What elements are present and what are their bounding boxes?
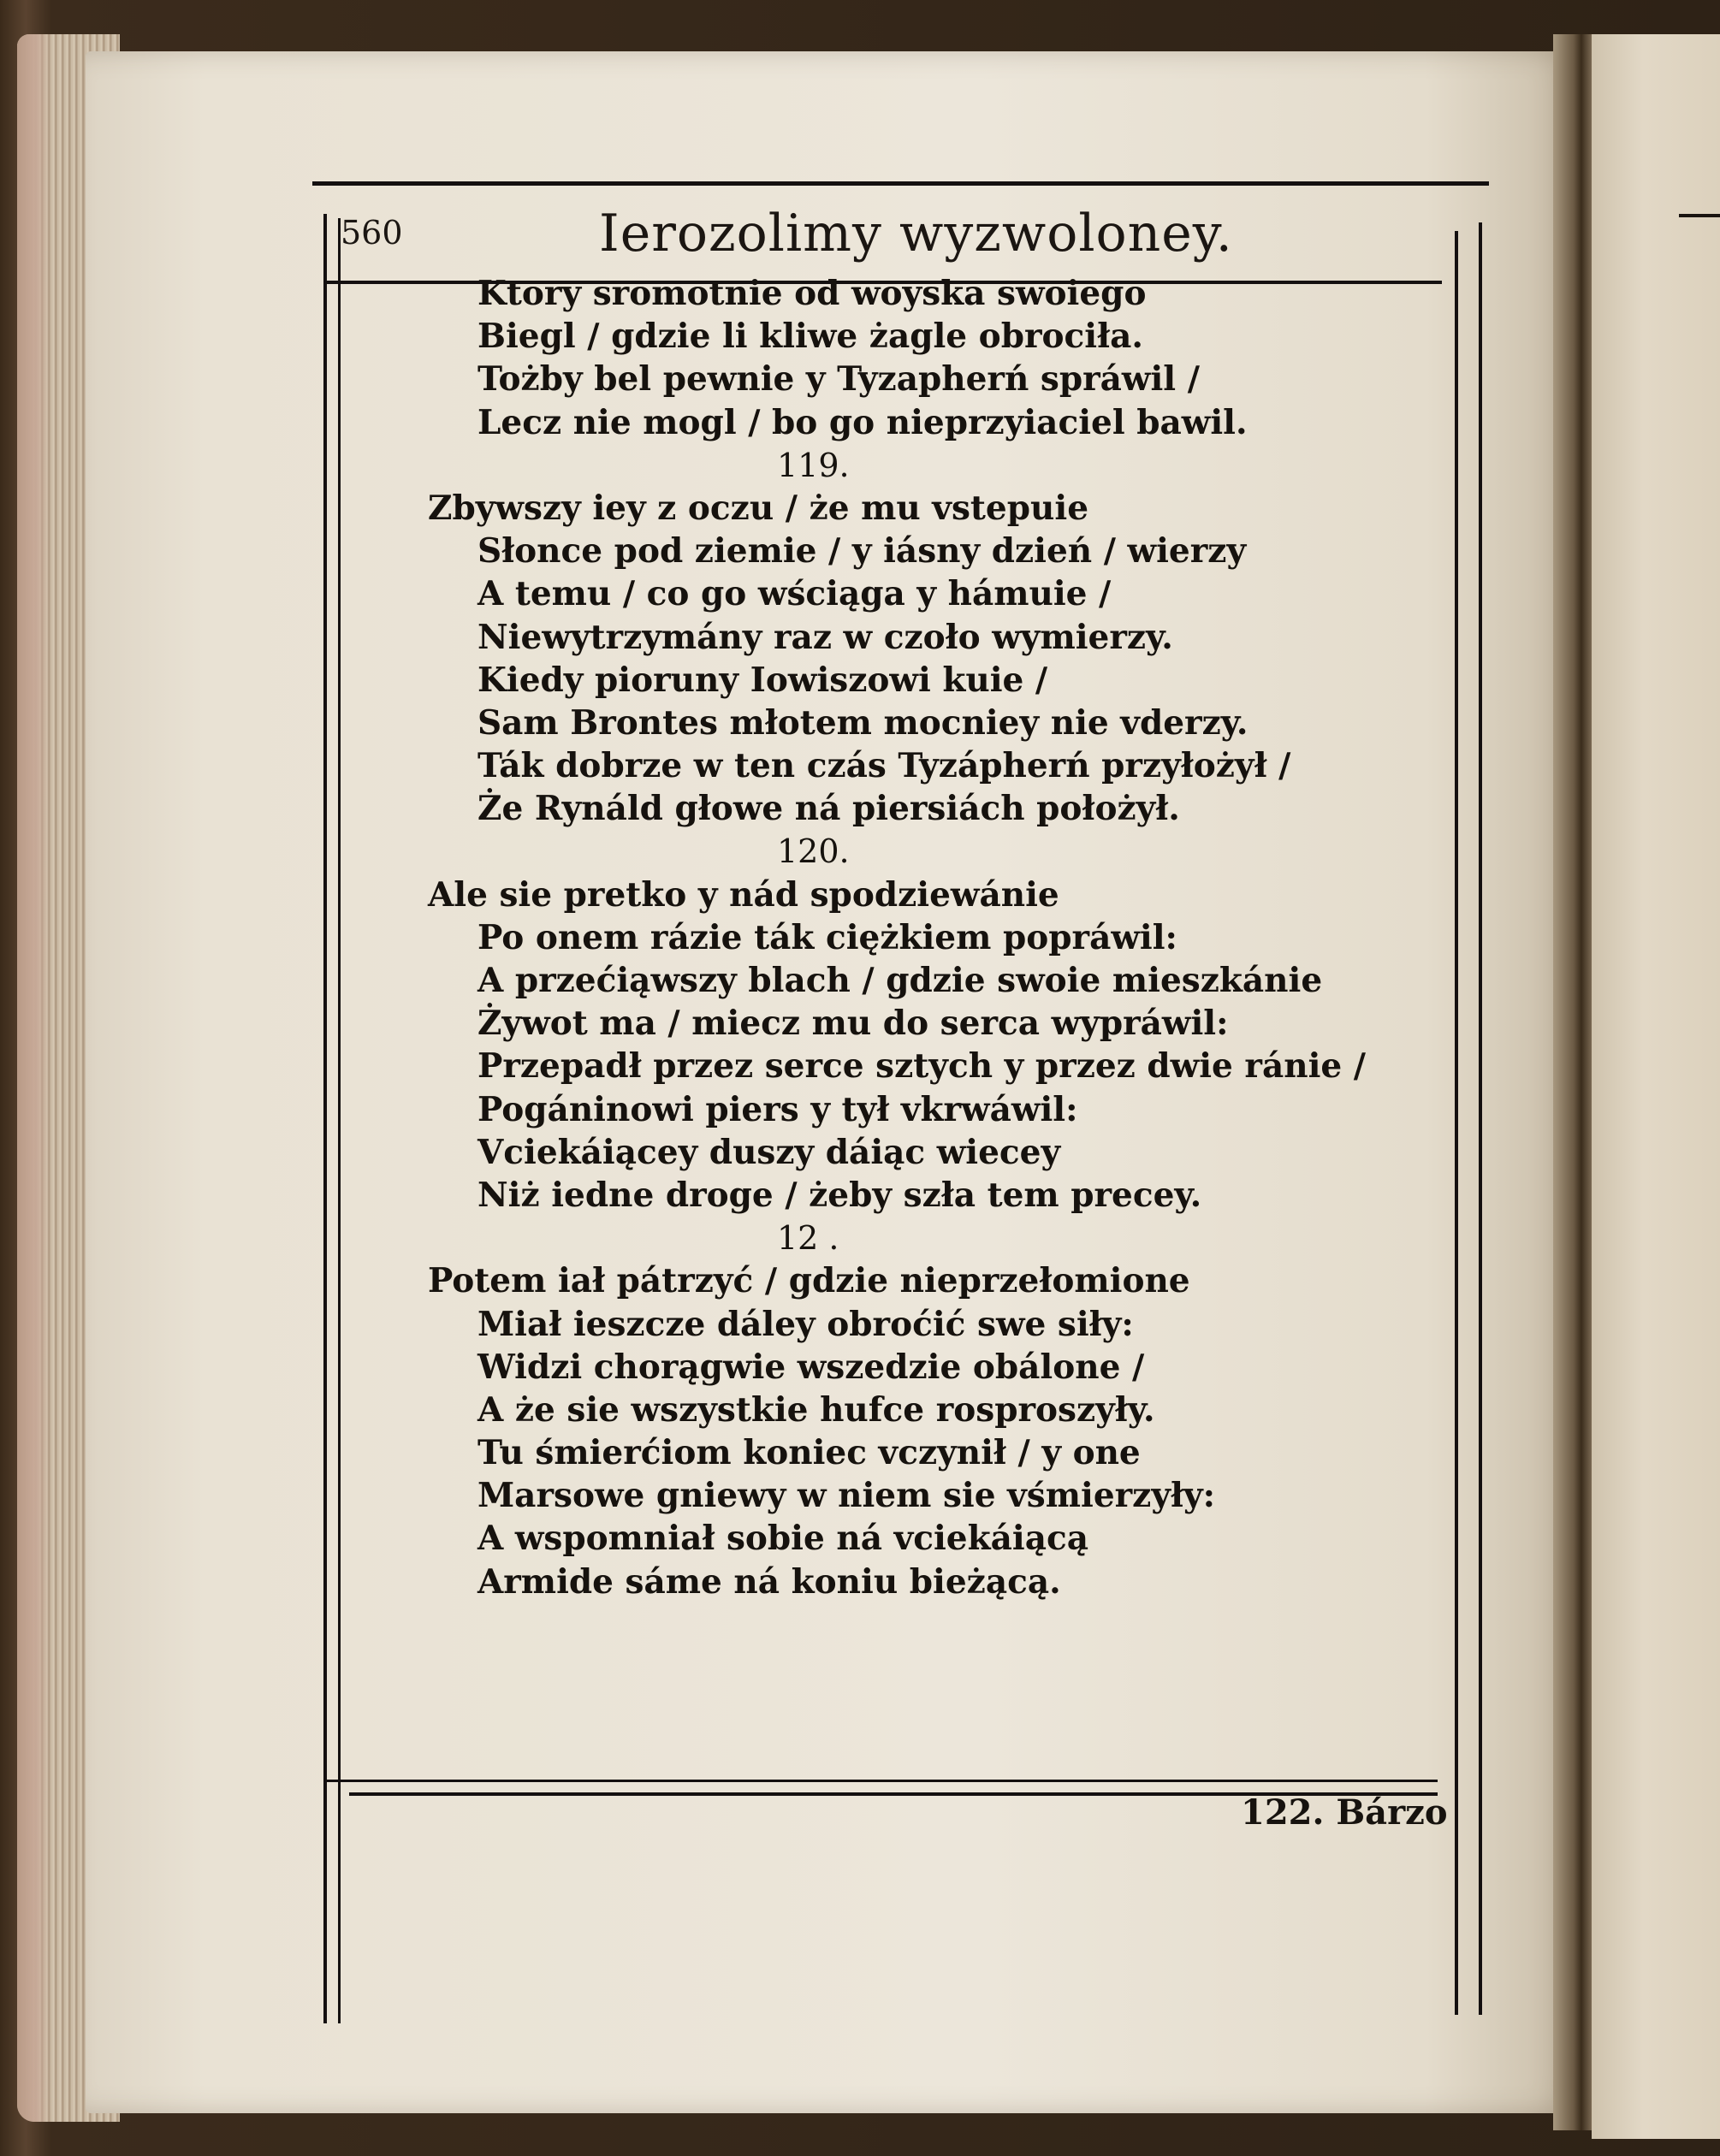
- verse-line: Ták dobrze w ten czás Tyzápherń przyłożył /: [477, 746, 1291, 786]
- bottom-rule-thin: [325, 1780, 1438, 1782]
- catchword: 122. Bárzo: [1241, 1792, 1448, 1833]
- verse-line: Biegl / gdzie li kliwe żagle obrociła.: [477, 317, 1143, 357]
- stanza-number: 120.: [777, 832, 850, 871]
- verse-line: Słonce pod ziemie / y iásny dzień / wierzy: [477, 531, 1247, 572]
- verse-line: Żywot ma / miecz mu do serca wypráwil:: [477, 1004, 1229, 1044]
- facing-frame-rule: [1679, 214, 1720, 217]
- left-frame-line-inner: [338, 218, 341, 2023]
- page-number: 560: [341, 214, 403, 252]
- verse-line: Przepadł przez serce sztych y przez dwie ránie /: [477, 1046, 1367, 1087]
- verse-line: Miał ieszcze dáley obroćić swe siły:: [477, 1304, 1134, 1344]
- stanza-number: 12 .: [777, 1219, 839, 1258]
- left-frame-line-outer: [323, 214, 327, 2023]
- verse-line: A temu / co go wściąga y hámuie /: [477, 574, 1112, 614]
- poem-text-block: [428, 272, 1412, 1603]
- verse-line: Niż iedne droge / żeby szła tem precey.: [477, 1175, 1202, 1215]
- verse-line: Lecz nie mogl / bo go nieprzyiaciel bawil.: [477, 402, 1248, 442]
- verse-line: A wspomniał sobie ná vciekáiącą: [477, 1519, 1089, 1559]
- facing-page-edge: [1592, 34, 1720, 2139]
- verse-line: Po onem rázie ták ciężkiem popráwil:: [477, 917, 1177, 957]
- right-frame-line-outer: [1479, 222, 1482, 2015]
- top-rule: [312, 181, 1489, 186]
- verse-line: Widzi chorągwie wszedzie obálone /: [477, 1347, 1145, 1387]
- verse-line: Potem iał pátrzyć / gdzie nieprzełomione: [428, 1261, 1190, 1301]
- verse-line: Vciekáiącey duszy dáiąc wiecey: [477, 1132, 1061, 1172]
- verse-line: Sam Brontes młotem mocniey nie vderzy.: [477, 702, 1248, 743]
- verse-line: A że sie wszystkie hufce rosproszyły.: [477, 1389, 1155, 1430]
- verse-line: Niewytrzymány raz w czoło wymierzy.: [477, 617, 1173, 657]
- running-title: Ierozolimy wyzwoloney.: [599, 204, 1233, 264]
- verse-line: Ktory sromotnie od woyska swoiego: [477, 274, 1147, 313]
- verse-line: A przećiąwszy blach / gdzie swoie mieszkánie: [477, 961, 1323, 1000]
- verse-line: Ale sie pretko y nád spodziewánie: [428, 874, 1059, 915]
- stanza-number: 119.: [777, 446, 850, 484]
- verse-line: Że Rynáld głowe ná piersiách położył.: [477, 789, 1180, 829]
- verse-line: Zbywszy iey z oczu / że mu vstepuie: [428, 488, 1089, 528]
- verse-line: Armide sáme ná koniu bieżącą.: [477, 1561, 1061, 1602]
- verse-line: Kiedy pioruny Iowiszowi kuie /: [477, 660, 1048, 700]
- verse-line: Pogáninowi piers y tył vkrwáwil:: [477, 1089, 1078, 1129]
- verse-line: Marsowe gniewy w niem sie vśmierzyły:: [477, 1476, 1216, 1516]
- right-frame-line-inner: [1455, 231, 1458, 2015]
- verse-line: Tu śmierćiom koniec vczynił / y one: [477, 1433, 1141, 1473]
- verse-line: Tożby bel pewnie y Tyzapherń spráwil /: [477, 359, 1200, 400]
